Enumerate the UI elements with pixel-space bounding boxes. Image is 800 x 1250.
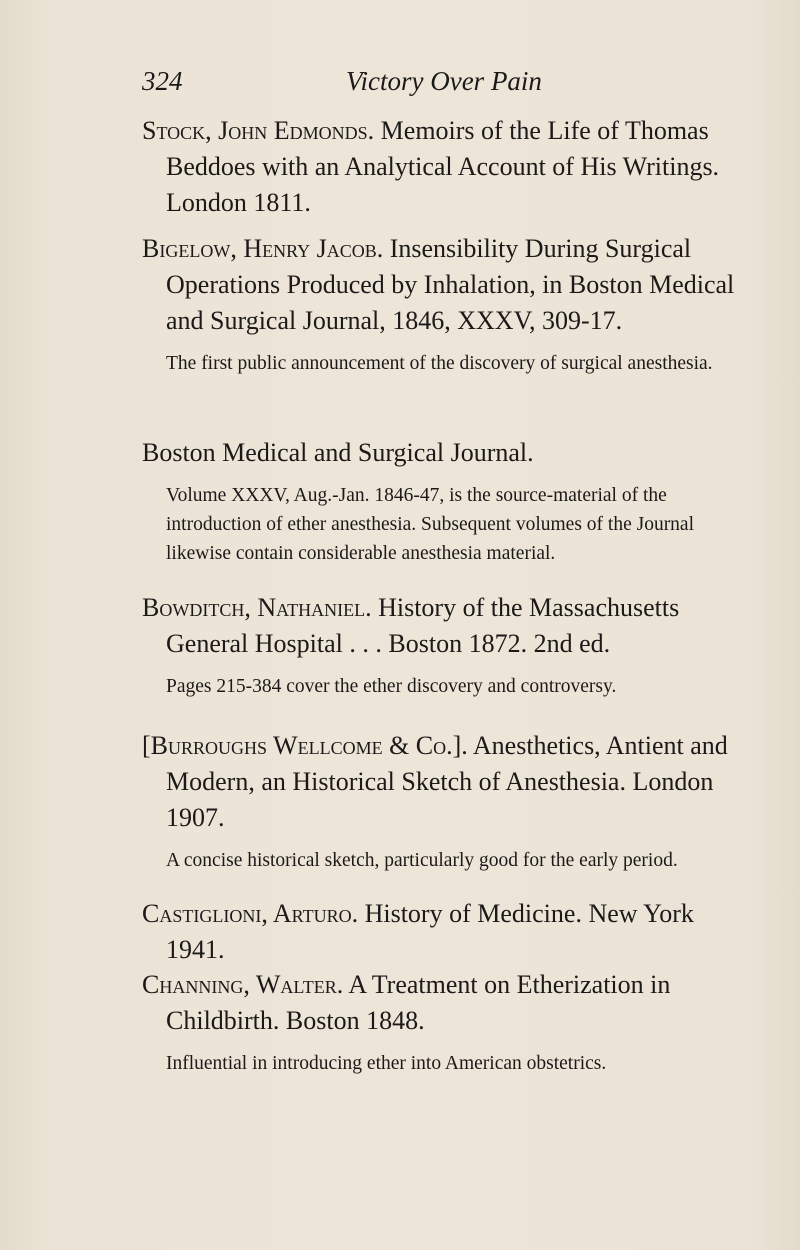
citation xyxy=(142,113,742,221)
bibliography-entry xyxy=(142,728,742,875)
bibliography-entry xyxy=(142,896,742,968)
bibliography-entry xyxy=(142,231,742,378)
entry-citation: Memoirs of the Life of Thomas Beddoes with an Analytical Account of His Writings. London 1811. xyxy=(166,116,720,217)
citation xyxy=(142,896,742,968)
running-title: Victory Over Pain xyxy=(346,66,542,96)
entry-citation: History of the Massachusetts General Hospital . . . Boston 1872. 2nd ed. xyxy=(166,593,680,658)
page-number: 324 xyxy=(142,66,183,96)
entry-author: Bowditch, Nathaniel. xyxy=(142,593,372,622)
entry-annotation: A concise historical sketch, particularly good for the early period. xyxy=(166,850,678,871)
entry-author: Channing, Walter. xyxy=(142,970,344,999)
entry-annotation: The first public announcement of the discovery of surgical anesthesia. xyxy=(166,353,713,374)
citation xyxy=(142,728,742,836)
entry-citation: Insensibility During Surgical Operations Produced by Inhalation, in Boston Medical and Surgical Journal, 1846, XXXV, 309-17. xyxy=(166,234,735,335)
citation xyxy=(142,231,742,339)
entry-citation: History of Medicine. New York 1941. xyxy=(166,899,694,964)
entry-citation: Anesthetics, Antient and Modern, an Historical Sketch of Anesthesia. London 1907. xyxy=(166,731,728,832)
bibliography-entry xyxy=(142,435,742,568)
citation xyxy=(142,590,742,662)
bibliography-entry xyxy=(142,967,742,1078)
entry-author: Bigelow, Henry Jacob. xyxy=(142,234,384,263)
bibliography-entry xyxy=(142,113,742,221)
entry-citation: A Treatment on Etherization in Childbirth. Boston 1848. xyxy=(166,970,671,1035)
entry-author: [Burroughs Wellcome & Co.]. xyxy=(142,731,468,760)
bibliography-entry xyxy=(142,590,742,701)
entry-citation: Boston Medical and Surgical Journal. xyxy=(142,438,534,467)
entry-annotation: Pages 215-384 cover the ether discovery and controversy. xyxy=(166,676,617,697)
citation xyxy=(142,435,742,471)
citation xyxy=(142,967,742,1039)
entry-annotation: Influential in introducing ether into American obstetrics. xyxy=(166,1053,607,1074)
entry-author: Castiglioni, Arturo. xyxy=(142,899,359,928)
running-head xyxy=(142,66,742,106)
entry-author: Stock, John Edmonds. xyxy=(142,116,375,145)
entry-annotation: Volume XXXV, Aug.-Jan. 1846-47, is the source-material of the introduction of ether anesthesia. Subsequent volumes of the Journal likewise contain considerable anesthesia material. xyxy=(166,485,695,564)
